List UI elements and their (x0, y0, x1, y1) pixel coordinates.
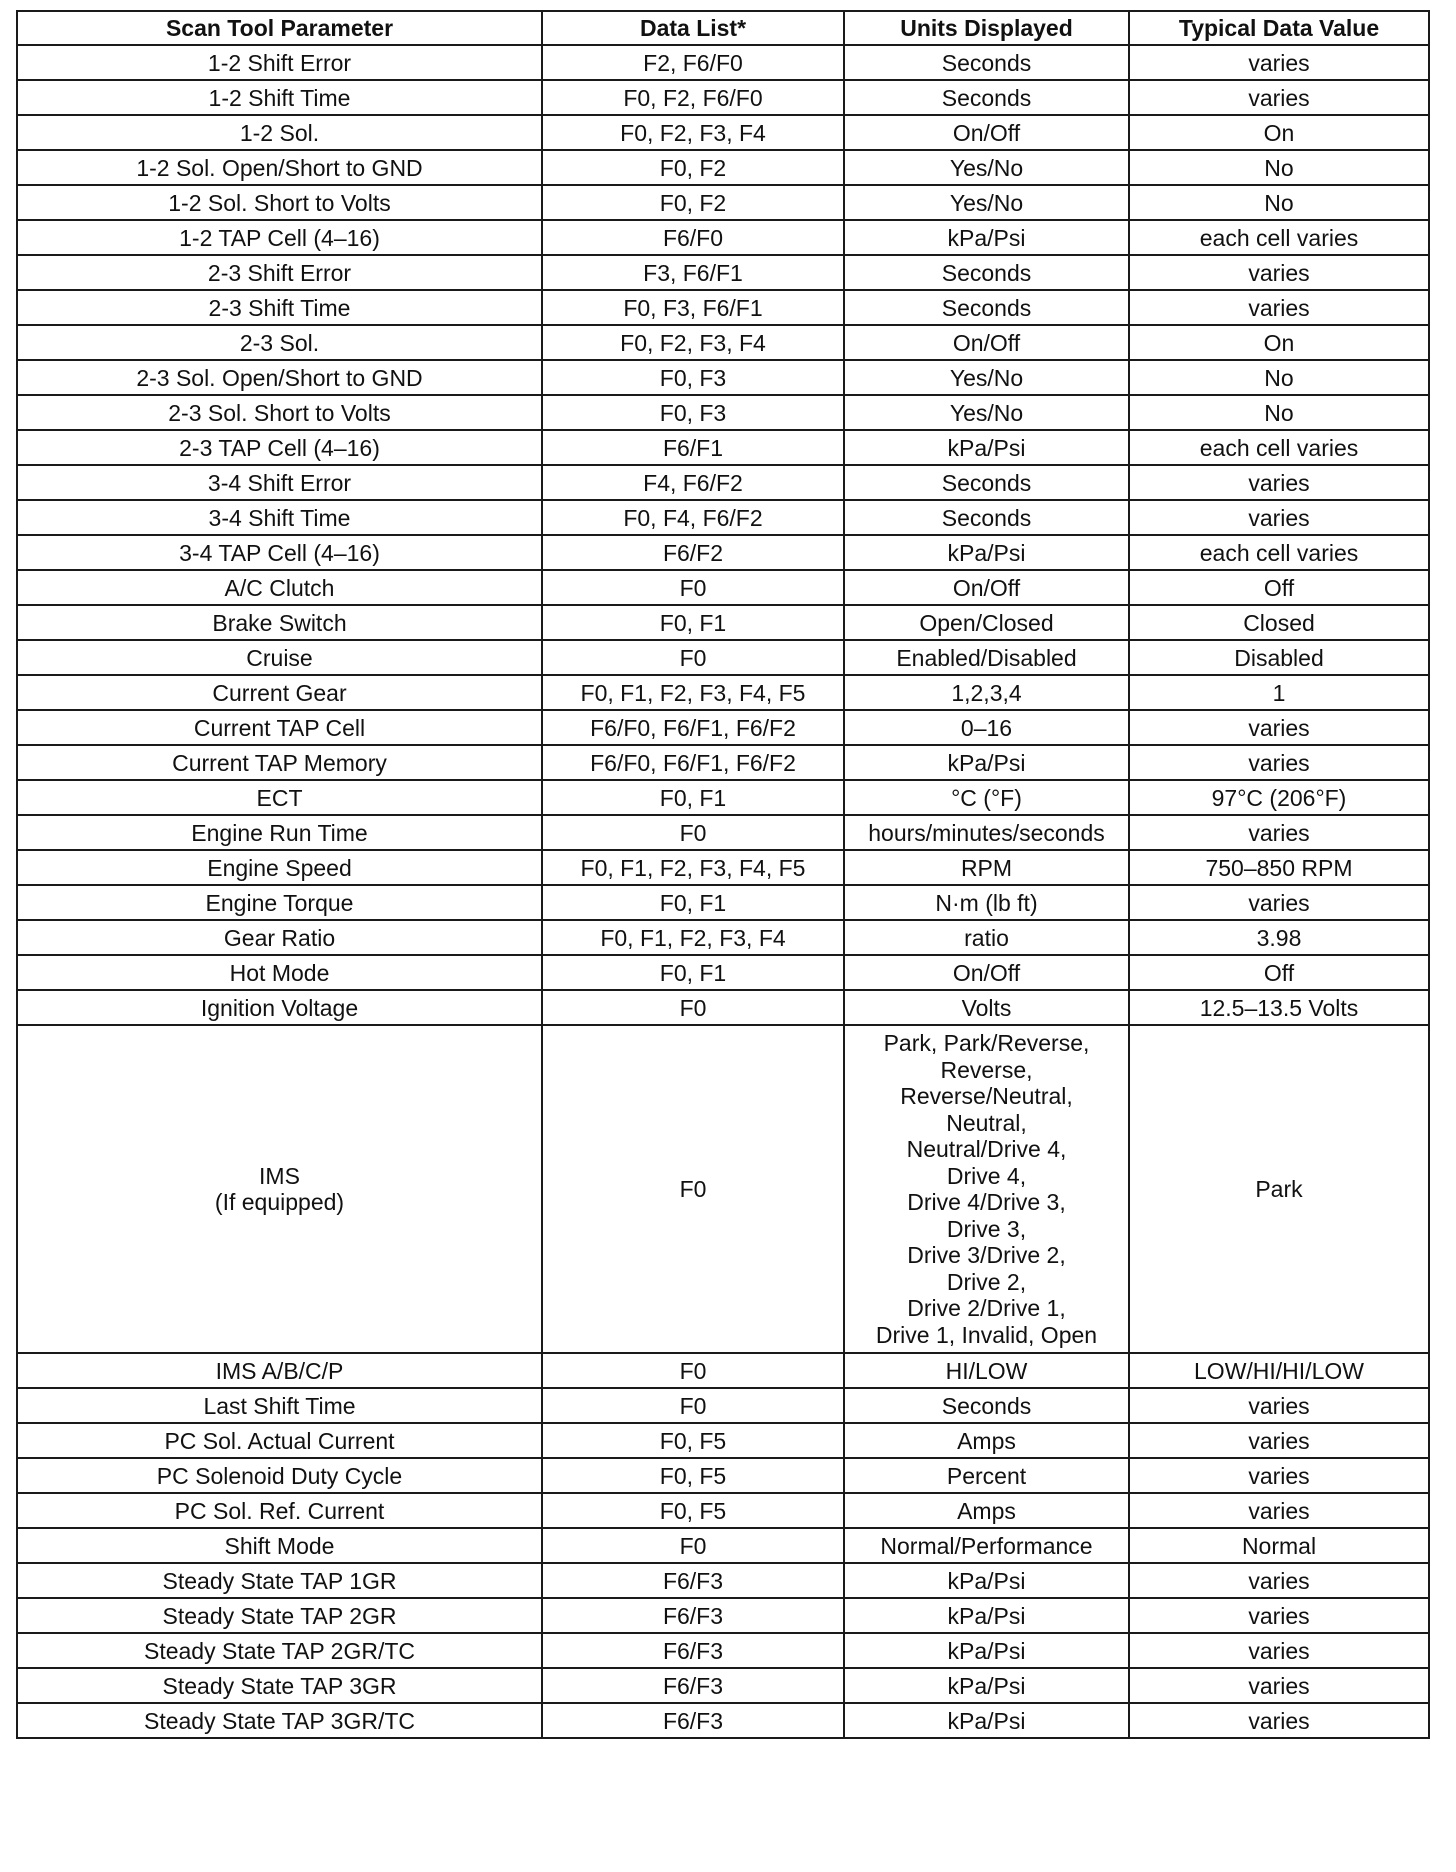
cell-parameter: Shift Mode (17, 1528, 542, 1563)
cell-units: Seconds (844, 465, 1129, 500)
cell-units: N·m (lb ft) (844, 885, 1129, 920)
cell-data-list: F6/F2 (542, 535, 844, 570)
table-row (17, 395, 1429, 430)
cell-typical: varies (1129, 1668, 1429, 1703)
cell-units: Seconds (844, 255, 1129, 290)
cell-parameter: Cruise (17, 640, 542, 675)
cell-parameter: Current TAP Cell (17, 710, 542, 745)
table-row (17, 1493, 1429, 1528)
cell-parameter: Steady State TAP 1GR (17, 1563, 542, 1598)
cell-data-list: F6/F0, F6/F1, F6/F2 (542, 710, 844, 745)
cell-data-list: F6/F3 (542, 1668, 844, 1703)
cell-parameter: Steady State TAP 2GR (17, 1598, 542, 1633)
table-row (17, 500, 1429, 535)
cell-typical: On (1129, 115, 1429, 150)
table-row (17, 710, 1429, 745)
cell-typical: Park (1129, 1025, 1429, 1353)
cell-units: Yes/No (844, 185, 1129, 220)
cell-typical: LOW/HI/HI/LOW (1129, 1353, 1429, 1388)
cell-data-list: F0 (542, 1388, 844, 1423)
cell-data-list: F0, F1 (542, 955, 844, 990)
cell-data-list: F0, F1 (542, 885, 844, 920)
table-row (17, 360, 1429, 395)
cell-units: Percent (844, 1458, 1129, 1493)
cell-typical: varies (1129, 45, 1429, 80)
cell-parameter: 2-3 Shift Error (17, 255, 542, 290)
cell-parameter: Steady State TAP 2GR/TC (17, 1633, 542, 1668)
ims-equipped-note: (If equipped) (214, 1189, 345, 1215)
cell-units: kPa/Psi (844, 1598, 1129, 1633)
cell-parameter: 1-2 Shift Time (17, 80, 542, 115)
cell-data-list: F0, F3, F6/F1 (542, 290, 844, 325)
cell-parameter: A/C Clutch (17, 570, 542, 605)
table-row (17, 1598, 1429, 1633)
cell-parameter: Engine Run Time (17, 815, 542, 850)
cell-typical: Disabled (1129, 640, 1429, 675)
table-row (17, 745, 1429, 780)
cell-typical: varies (1129, 745, 1429, 780)
cell-parameter: Brake Switch (17, 605, 542, 640)
cell-units: kPa/Psi (844, 1563, 1129, 1598)
cell-units-ims-positions: Park, Park/Reverse, Reverse, Reverse/Neutral, Neutral, Neutral/Drive 4, Drive 4, Drive 4/Drive 3, Drive 3, Drive 3/Drive 2, Drive 2, Drive 2/Drive 1, Drive 1, Invalid, Open (844, 1025, 1129, 1353)
cell-parameter: Hot Mode (17, 955, 542, 990)
cell-data-list: F0 (542, 815, 844, 850)
table-row (17, 675, 1429, 710)
cell-units: kPa/Psi (844, 535, 1129, 570)
cell-parameter: PC Solenoid Duty Cycle (17, 1458, 542, 1493)
cell-parameter: 2-3 Sol. Open/Short to GND (17, 360, 542, 395)
cell-data-list: F0 (542, 1353, 844, 1388)
cell-parameter: Engine Speed (17, 850, 542, 885)
cell-parameter: 1-2 Sol. Open/Short to GND (17, 150, 542, 185)
table-row (17, 290, 1429, 325)
cell-data-list: F4, F6/F2 (542, 465, 844, 500)
cell-parameter: Current Gear (17, 675, 542, 710)
cell-parameter: 2-3 Sol. Short to Volts (17, 395, 542, 430)
cell-units: ratio (844, 920, 1129, 955)
cell-data-list: F0, F3 (542, 360, 844, 395)
cell-typical: each cell varies (1129, 430, 1429, 465)
table-row (17, 185, 1429, 220)
table-row (17, 640, 1429, 675)
header-data-list: Data List* (542, 11, 844, 45)
cell-parameter: 1-2 TAP Cell (4–16) (17, 220, 542, 255)
cell-typical: varies (1129, 1563, 1429, 1598)
table-row (17, 1633, 1429, 1668)
cell-parameter-ims (17, 1025, 542, 1353)
cell-typical: Closed (1129, 605, 1429, 640)
cell-typical: 750–850 RPM (1129, 850, 1429, 885)
cell-data-list: F0, F1, F2, F3, F4 (542, 920, 844, 955)
table-row (17, 920, 1429, 955)
cell-typical: varies (1129, 1458, 1429, 1493)
cell-data-list: F0 (542, 640, 844, 675)
cell-parameter: 1-2 Sol. Short to Volts (17, 185, 542, 220)
cell-parameter: 2-3 TAP Cell (4–16) (17, 430, 542, 465)
cell-parameter: 2-3 Sol. (17, 325, 542, 360)
cell-parameter: IMS A/B/C/P (17, 1353, 542, 1388)
cell-typical: On (1129, 325, 1429, 360)
cell-data-list: F0, F1, F2, F3, F4, F5 (542, 850, 844, 885)
cell-data-list: F6/F3 (542, 1633, 844, 1668)
cell-typical: Off (1129, 570, 1429, 605)
cell-units: Enabled/Disabled (844, 640, 1129, 675)
table-body (17, 45, 1429, 1738)
cell-parameter: 2-3 Shift Time (17, 290, 542, 325)
cell-data-list: F0, F1 (542, 605, 844, 640)
cell-data-list: F6/F3 (542, 1703, 844, 1738)
table-row (17, 220, 1429, 255)
cell-parameter: 3-4 TAP Cell (4–16) (17, 535, 542, 570)
cell-units: Normal/Performance (844, 1528, 1129, 1563)
cell-units: kPa/Psi (844, 1703, 1129, 1738)
cell-typical: varies (1129, 1493, 1429, 1528)
table-row (17, 1668, 1429, 1703)
table-row (17, 1703, 1429, 1738)
header-typical-data-value: Typical Data Value (1129, 11, 1429, 45)
cell-units: Yes/No (844, 150, 1129, 185)
cell-units: kPa/Psi (844, 1633, 1129, 1668)
cell-units: kPa/Psi (844, 745, 1129, 780)
table-row (17, 1458, 1429, 1493)
table-row (17, 255, 1429, 290)
cell-data-list: F2, F6/F0 (542, 45, 844, 80)
cell-data-list: F0 (542, 570, 844, 605)
cell-typical: varies (1129, 815, 1429, 850)
cell-data-list: F0, F2, F3, F4 (542, 115, 844, 150)
cell-data-list: F0, F5 (542, 1458, 844, 1493)
table-row (17, 115, 1429, 150)
cell-typical: No (1129, 185, 1429, 220)
cell-typical: each cell varies (1129, 535, 1429, 570)
cell-data-list: F0, F5 (542, 1423, 844, 1458)
cell-typical: varies (1129, 80, 1429, 115)
table-row (17, 780, 1429, 815)
cell-parameter: Engine Torque (17, 885, 542, 920)
cell-data-list: F0 (542, 990, 844, 1025)
cell-data-list: F0, F4, F6/F2 (542, 500, 844, 535)
cell-data-list: F0, F2 (542, 150, 844, 185)
cell-typical: No (1129, 395, 1429, 430)
table-row (17, 325, 1429, 360)
cell-units: RPM (844, 850, 1129, 885)
table-row (17, 990, 1429, 1025)
cell-parameter: Last Shift Time (17, 1388, 542, 1423)
cell-data-list: F0 (542, 1025, 844, 1353)
table-row (17, 1388, 1429, 1423)
table-row (17, 465, 1429, 500)
cell-typical: No (1129, 360, 1429, 395)
cell-units: kPa/Psi (844, 1668, 1129, 1703)
cell-typical: varies (1129, 1388, 1429, 1423)
cell-parameter: Ignition Voltage (17, 990, 542, 1025)
cell-units: Open/Closed (844, 605, 1129, 640)
table-row (17, 815, 1429, 850)
cell-typical: each cell varies (1129, 220, 1429, 255)
cell-units: 1,2,3,4 (844, 675, 1129, 710)
cell-units: Seconds (844, 500, 1129, 535)
cell-parameter: Current TAP Memory (17, 745, 542, 780)
cell-parameter: Gear Ratio (17, 920, 542, 955)
table-row (17, 1423, 1429, 1458)
cell-typical: Normal (1129, 1528, 1429, 1563)
cell-typical: varies (1129, 710, 1429, 745)
scan-tool-data-sheet (16, 10, 1428, 1739)
cell-typical: 12.5–13.5 Volts (1129, 990, 1429, 1025)
scan-tool-parameter-table (16, 10, 1430, 1739)
cell-data-list: F6/F0 (542, 220, 844, 255)
cell-data-list: F0, F5 (542, 1493, 844, 1528)
cell-parameter: ECT (17, 780, 542, 815)
table-row (17, 1563, 1429, 1598)
cell-typical: varies (1129, 885, 1429, 920)
table-row (17, 955, 1429, 990)
cell-data-list: F0, F2 (542, 185, 844, 220)
table-row (17, 885, 1429, 920)
table-row (17, 535, 1429, 570)
header-scan-tool-parameter: Scan Tool Parameter (17, 11, 542, 45)
cell-units: Seconds (844, 1388, 1129, 1423)
cell-data-list: F0 (542, 1528, 844, 1563)
cell-units: Seconds (844, 80, 1129, 115)
cell-units: °C (°F) (844, 780, 1129, 815)
cell-parameter: PC Sol. Ref. Current (17, 1493, 542, 1528)
cell-typical: varies (1129, 1423, 1429, 1458)
cell-data-list: F6/F1 (542, 430, 844, 465)
cell-parameter: Steady State TAP 3GR (17, 1668, 542, 1703)
cell-units: Yes/No (844, 360, 1129, 395)
cell-parameter: 3-4 Shift Error (17, 465, 542, 500)
cell-units: Amps (844, 1423, 1129, 1458)
cell-typical: varies (1129, 500, 1429, 535)
table-row (17, 570, 1429, 605)
cell-units: HI/LOW (844, 1353, 1129, 1388)
cell-units: On/Off (844, 115, 1129, 150)
table-row (17, 430, 1429, 465)
cell-units: Seconds (844, 45, 1129, 80)
cell-units: Seconds (844, 290, 1129, 325)
cell-typical: varies (1129, 1703, 1429, 1738)
cell-typical: varies (1129, 1598, 1429, 1633)
cell-units: kPa/Psi (844, 430, 1129, 465)
cell-data-list: F0, F2, F3, F4 (542, 325, 844, 360)
table-row (17, 150, 1429, 185)
table-row-ims (17, 1025, 1429, 1353)
cell-typical: varies (1129, 1633, 1429, 1668)
table-row (17, 605, 1429, 640)
cell-data-list: F6/F0, F6/F1, F6/F2 (542, 745, 844, 780)
cell-typical: 3.98 (1129, 920, 1429, 955)
cell-data-list: F6/F3 (542, 1598, 844, 1633)
cell-units: On/Off (844, 570, 1129, 605)
cell-typical: varies (1129, 255, 1429, 290)
cell-typical: varies (1129, 465, 1429, 500)
cell-units: Volts (844, 990, 1129, 1025)
cell-data-list: F0, F1, F2, F3, F4, F5 (542, 675, 844, 710)
cell-units: kPa/Psi (844, 220, 1129, 255)
table-header-row (17, 11, 1429, 45)
cell-data-list: F0, F1 (542, 780, 844, 815)
cell-parameter: 1-2 Sol. (17, 115, 542, 150)
table-row (17, 1353, 1429, 1388)
cell-parameter: 1-2 Shift Error (17, 45, 542, 80)
table-row (17, 80, 1429, 115)
cell-data-list: F0, F2, F6/F0 (542, 80, 844, 115)
cell-data-list: F6/F3 (542, 1563, 844, 1598)
cell-data-list: F3, F6/F1 (542, 255, 844, 290)
cell-parameter: Steady State TAP 3GR/TC (17, 1703, 542, 1738)
cell-units: Yes/No (844, 395, 1129, 430)
cell-typical: varies (1129, 290, 1429, 325)
table-row (17, 1528, 1429, 1563)
cell-typical: Off (1129, 955, 1429, 990)
cell-parameter: 3-4 Shift Time (17, 500, 542, 535)
cell-parameter: PC Sol. Actual Current (17, 1423, 542, 1458)
cell-units: On/Off (844, 955, 1129, 990)
cell-units: On/Off (844, 325, 1129, 360)
header-units-displayed: Units Displayed (844, 11, 1129, 45)
table-row (17, 850, 1429, 885)
table-row (17, 45, 1429, 80)
cell-typical: No (1129, 150, 1429, 185)
cell-units: Amps (844, 1493, 1129, 1528)
cell-units: hours/minutes/seconds (844, 815, 1129, 850)
cell-typical: 1 (1129, 675, 1429, 710)
cell-typical: 97°C (206°F) (1129, 780, 1429, 815)
cell-units: 0–16 (844, 710, 1129, 745)
cell-data-list: F0, F3 (542, 395, 844, 430)
ims-label: IMS (259, 1163, 300, 1189)
